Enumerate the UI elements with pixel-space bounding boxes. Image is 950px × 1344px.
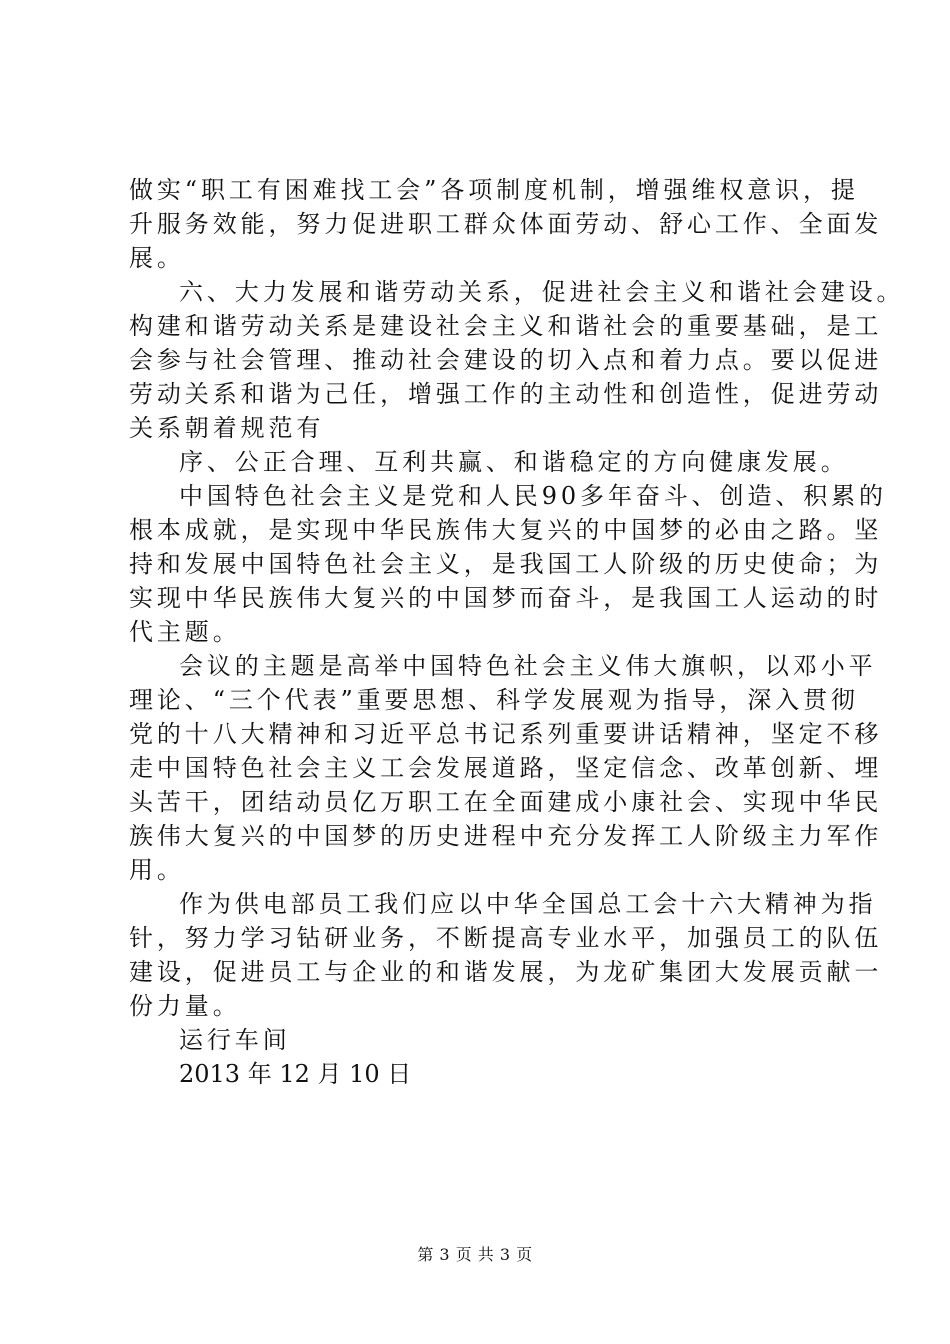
body-text-line: 头苦干，团结动员亿万职工在全面建成小康社会、实现中华民 <box>129 788 883 816</box>
body-text-line: 序、公正合理、互利共赢、和谐稳定的方向健康发展。 <box>179 448 849 476</box>
body-text-line: 中国特色社会主义是党和人民90多年奋斗、创造、积累的 <box>179 482 887 510</box>
body-text-line: 会参与社会管理、推动社会建设的切入点和着力点。要以促进 <box>129 346 883 374</box>
body-text-line: 份力量。 <box>129 992 241 1020</box>
body-text-line: 劳动关系和谐为己任，增强工作的主动性和创造性，促进劳动 <box>129 380 883 408</box>
body-text-line: 根本成就，是实现中华民族伟大复兴的中国梦的必由之路。坚 <box>129 516 883 544</box>
body-text-line: 六、大力发展和谐劳动关系，促进社会主义和谐社会建设。 <box>179 278 905 306</box>
body-text-line: 作为供电部员工我们应以中华全国总工会十六大精神为指 <box>179 890 877 918</box>
body-text-line: 会议的主题是高举中国特色社会主义伟大旗帜，以邓小平 <box>179 652 877 680</box>
signature-date: 2013 年 12 月 10 日 <box>179 1060 412 1088</box>
body-text-line: 做实“职工有困难找工会”各项制度机制，增强维权意识，提 <box>129 176 859 204</box>
body-text-line: 党的十八大精神和习近平总书记系列重要讲话精神，坚定不移 <box>129 720 883 748</box>
body-text-line: 理论、“三个代表”重要思想、科学发展观为指导，深入贯彻 <box>129 686 859 714</box>
body-text-line: 构建和谐劳动关系是建设社会主义和谐社会的重要基础，是工 <box>129 312 883 340</box>
body-text-line: 展。 <box>129 244 185 272</box>
page-number-footer: 第 3 页 共 3 页 <box>417 1245 533 1264</box>
signature-department: 运行车间 <box>179 1026 291 1054</box>
body-text-line: 持和发展中国特色社会主义，是我国工人阶级的历史使命；为 <box>129 550 883 578</box>
body-text-line: 族伟大复兴的中国梦的历史进程中充分发挥工人阶级主力军作 <box>129 822 883 850</box>
body-text-line: 实现中华民族伟大复兴的中国梦而奋斗，是我国工人运动的时 <box>129 584 883 612</box>
body-text-line: 升服务效能，努力促进职工群众体面劳动、舒心工作、全面发 <box>129 210 883 238</box>
body-text-line: 关系朝着规范有 <box>129 414 325 442</box>
body-text-line: 走中国特色社会主义工会发展道路，坚定信念、改革创新、埋 <box>129 754 883 782</box>
body-text-line: 建设，促进员工与企业的和谐发展，为龙矿集团大发展贡献一 <box>129 958 883 986</box>
body-text-line: 代主题。 <box>129 618 241 646</box>
body-text-line: 用。 <box>129 856 185 884</box>
body-text-line: 针，努力学习钻研业务，不断提高专业水平，加强员工的队伍 <box>129 924 883 952</box>
